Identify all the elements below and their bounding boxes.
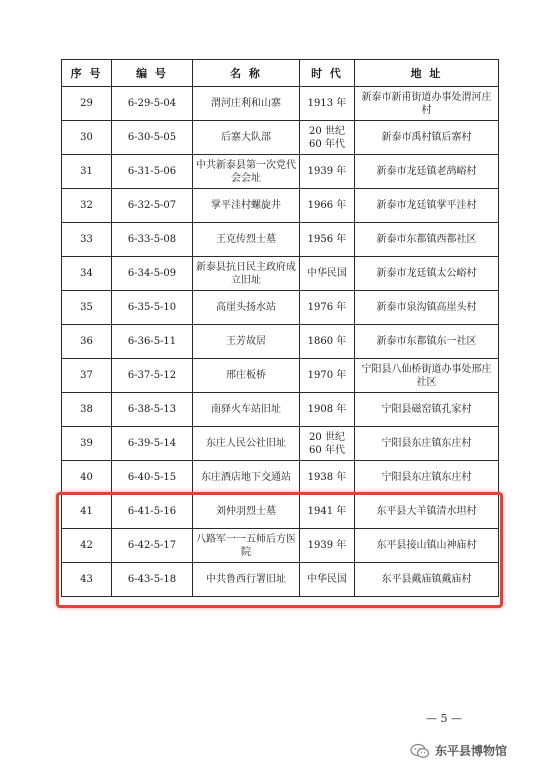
cell-seq: 43 bbox=[62, 563, 112, 597]
cell-era: 1941 年 bbox=[300, 495, 355, 529]
table-row bbox=[62, 87, 499, 121]
watermark bbox=[410, 742, 507, 759]
cell-code: 6-29-5-04 bbox=[112, 87, 193, 121]
cell-code: 6-35-5-10 bbox=[112, 291, 193, 325]
cell-address: 新泰市龙廷镇老鸹峪村 bbox=[355, 155, 499, 189]
table-row bbox=[62, 189, 499, 223]
cell-address: 宁阳县八仙桥街道办事处邢庄社区 bbox=[355, 359, 499, 393]
cell-era: 1976 年 bbox=[300, 291, 355, 325]
cell-address: 新泰市禹村镇后寨村 bbox=[355, 121, 499, 155]
cell-era: 1938 年 bbox=[300, 461, 355, 495]
cell-era: 1860 年 bbox=[300, 325, 355, 359]
cell-name: 邢庄板桥 bbox=[193, 359, 300, 393]
cell-seq: 31 bbox=[62, 155, 112, 189]
cell-address: 宁阳县东庄镇东庄村 bbox=[355, 461, 499, 495]
cell-code: 6-43-5-18 bbox=[112, 563, 193, 597]
table-row bbox=[62, 529, 499, 563]
cell-address: 新泰市泉沟镇高崖头村 bbox=[355, 291, 499, 325]
cell-name: 掌平洼村螺旋井 bbox=[193, 189, 300, 223]
cell-code: 6-30-5-05 bbox=[112, 121, 193, 155]
cell-name: 渭河庄利和山寨 bbox=[193, 87, 300, 121]
cell-era: 中华民国 bbox=[300, 563, 355, 597]
cell-name: 后寨大队部 bbox=[193, 121, 300, 155]
wechat-icon bbox=[410, 743, 430, 759]
cell-seq: 38 bbox=[62, 393, 112, 427]
header-name: 名 称 bbox=[193, 60, 300, 87]
table-row bbox=[62, 393, 499, 427]
cell-era: 20 世纪 60 年代 bbox=[300, 121, 355, 155]
cell-seq: 37 bbox=[62, 359, 112, 393]
cell-seq: 39 bbox=[62, 427, 112, 461]
cell-era: 1939 年 bbox=[300, 155, 355, 189]
cell-seq: 32 bbox=[62, 189, 112, 223]
cell-name: 王克传烈士墓 bbox=[193, 223, 300, 257]
cell-code: 6-41-5-16 bbox=[112, 495, 193, 529]
table-row bbox=[62, 155, 499, 189]
cell-address: 宁阳县东庄镇东庄村 bbox=[355, 427, 499, 461]
cell-era: 1956 年 bbox=[300, 223, 355, 257]
cell-name: 中共鲁西行署旧址 bbox=[193, 563, 300, 597]
table-row bbox=[62, 121, 499, 155]
cell-code: 6-38-5-13 bbox=[112, 393, 193, 427]
cell-name: 刘仲羽烈士墓 bbox=[193, 495, 300, 529]
cell-address: 新泰市龙廷镇掌平洼村 bbox=[355, 189, 499, 223]
page-number: — 5 — bbox=[426, 712, 462, 725]
cell-seq: 33 bbox=[62, 223, 112, 257]
cell-address: 新泰市龙廷镇太公峪村 bbox=[355, 257, 499, 291]
watermark-text: 东平县博物馆 bbox=[435, 744, 508, 758]
cell-name: 东庄人民公社旧址 bbox=[193, 427, 300, 461]
cell-address: 东平县接山镇山神庙村 bbox=[355, 529, 499, 563]
table-row bbox=[62, 461, 499, 495]
cell-name: 八路军一一五师后方医院 bbox=[193, 529, 300, 563]
cell-era: 20 世纪 60 年代 bbox=[300, 427, 355, 461]
cell-era: 1970 年 bbox=[300, 359, 355, 393]
cell-code: 6-42-5-17 bbox=[112, 529, 193, 563]
table-row bbox=[62, 563, 499, 597]
cell-seq: 36 bbox=[62, 325, 112, 359]
cell-seq: 35 bbox=[62, 291, 112, 325]
cell-seq: 40 bbox=[62, 461, 112, 495]
cell-name: 中共新泰县第一次党代会会址 bbox=[193, 155, 300, 189]
cell-address: 东平县大羊镇清水坦村 bbox=[355, 495, 499, 529]
header-era: 时 代 bbox=[300, 60, 355, 87]
cell-era: 1913 年 bbox=[300, 87, 355, 121]
cell-name: 东庄酒店地下交通站 bbox=[193, 461, 300, 495]
header-seq: 序 号 bbox=[62, 60, 112, 87]
cell-name: 新泰县抗日民主政府成立旧址 bbox=[193, 257, 300, 291]
table-row bbox=[62, 495, 499, 529]
cell-address: 新泰市东都镇东一社区 bbox=[355, 325, 499, 359]
cell-code: 6-32-5-07 bbox=[112, 189, 193, 223]
cell-code: 6-37-5-12 bbox=[112, 359, 193, 393]
header-address: 地 址 bbox=[355, 60, 499, 87]
table-row bbox=[62, 359, 499, 393]
cell-era: 1939 年 bbox=[300, 529, 355, 563]
cell-name: 南驿火车站旧址 bbox=[193, 393, 300, 427]
cell-seq: 30 bbox=[62, 121, 112, 155]
cell-seq: 42 bbox=[62, 529, 112, 563]
table-row bbox=[62, 325, 499, 359]
table-body bbox=[62, 87, 499, 597]
cell-seq: 29 bbox=[62, 87, 112, 121]
cell-address: 东平县戴庙镇戴庙村 bbox=[355, 563, 499, 597]
cell-code: 6-33-5-08 bbox=[112, 223, 193, 257]
cell-code: 6-31-5-06 bbox=[112, 155, 193, 189]
cell-seq: 41 bbox=[62, 495, 112, 529]
cell-name: 高崖头扬水站 bbox=[193, 291, 300, 325]
cell-era: 中华民国 bbox=[300, 257, 355, 291]
table-row bbox=[62, 257, 499, 291]
cell-seq: 34 bbox=[62, 257, 112, 291]
table-row bbox=[62, 427, 499, 461]
cell-code: 6-40-5-15 bbox=[112, 461, 193, 495]
cell-address: 新泰市东都镇西都社区 bbox=[355, 223, 499, 257]
cell-code: 6-36-5-11 bbox=[112, 325, 193, 359]
cell-address: 宁阳县磁窑镇孔家村 bbox=[355, 393, 499, 427]
cell-era: 1966 年 bbox=[300, 189, 355, 223]
table-row bbox=[62, 291, 499, 325]
heritage-registry-table bbox=[61, 59, 499, 597]
table-row bbox=[62, 223, 499, 257]
cell-code: 6-34-5-09 bbox=[112, 257, 193, 291]
header-code: 编 号 bbox=[112, 60, 193, 87]
cell-era: 1908 年 bbox=[300, 393, 355, 427]
cell-code: 6-39-5-14 bbox=[112, 427, 193, 461]
cell-address: 新泰市新甫街道办事处渭河庄村 bbox=[355, 87, 499, 121]
cell-name: 王芳故居 bbox=[193, 325, 300, 359]
table-header-row bbox=[62, 60, 499, 87]
